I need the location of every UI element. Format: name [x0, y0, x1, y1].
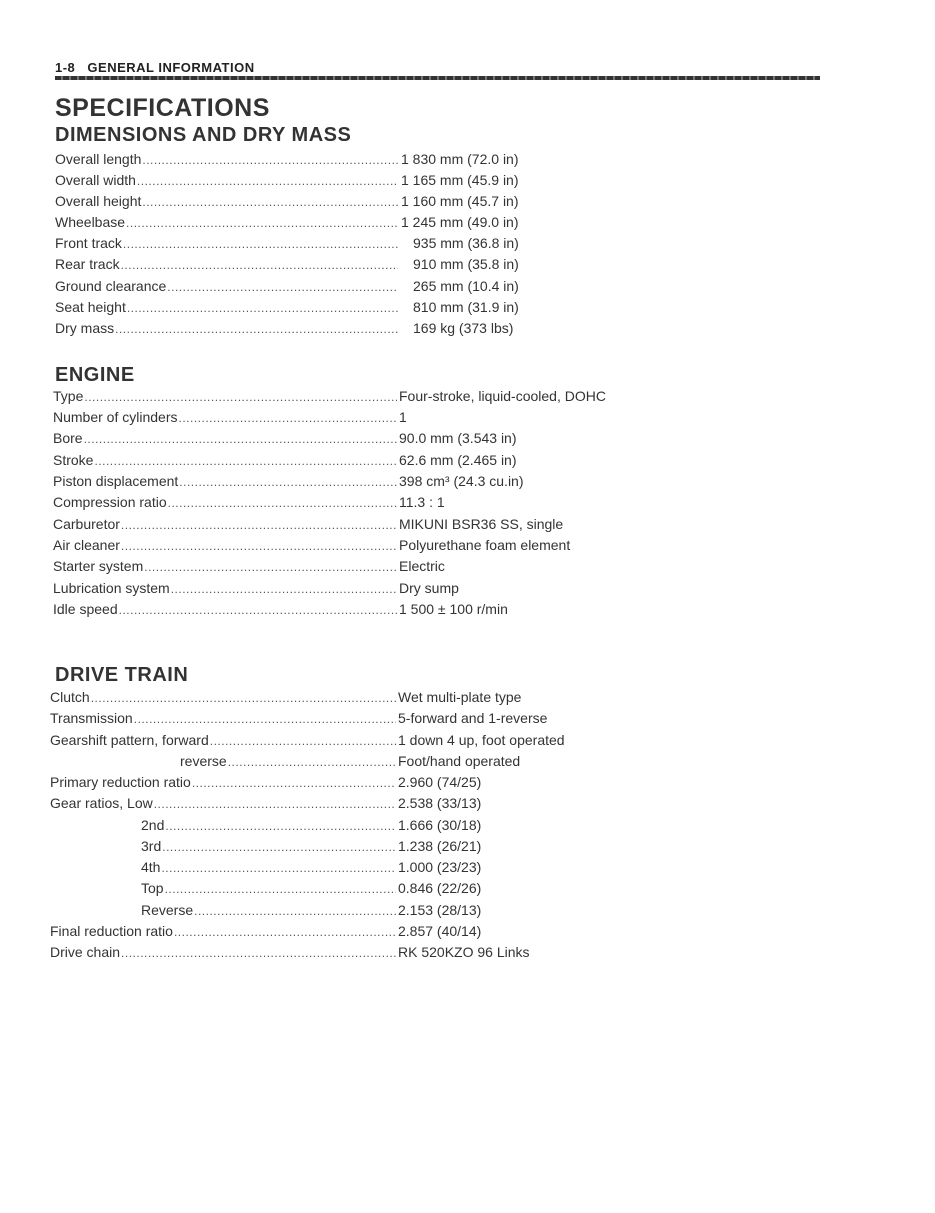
spec-row [53, 494, 398, 514]
spec-value-text: 1 500 ± 100 r/min [399, 601, 508, 617]
spec-value-text: 265 mm (10.4 in) [413, 278, 519, 294]
spec-value [399, 558, 445, 578]
leader-dots [84, 432, 397, 446]
spec-label: Bore [53, 430, 83, 446]
leader-dots [134, 712, 396, 726]
spec-label: Ground clearance [55, 278, 167, 294]
spec-value [398, 795, 481, 815]
spec-row [53, 452, 398, 472]
section-title-engine: ENGINE [55, 364, 135, 386]
spec-row [53, 558, 398, 578]
leader-dots [171, 582, 397, 596]
spec-label: 3rd [141, 838, 162, 854]
spec-row [53, 409, 398, 429]
page-header [55, 60, 255, 75]
leader-dots [142, 153, 398, 167]
spec-value [399, 430, 517, 450]
spec-label: Seat height [55, 299, 126, 315]
spec-label: reverse [180, 753, 227, 769]
spec-label: Final reduction ratio [50, 923, 173, 939]
spec-label: Overall width [55, 172, 136, 188]
spec-value [401, 172, 519, 192]
spec-value [398, 817, 481, 837]
spec-row [53, 430, 398, 450]
spec-value [413, 256, 519, 276]
spec-value [399, 409, 407, 429]
leader-dots [228, 755, 396, 769]
spec-value [399, 494, 445, 514]
spec-value [398, 710, 547, 730]
spec-value [398, 902, 481, 922]
spec-label: Number of cylinders [53, 409, 178, 425]
spec-value [399, 516, 563, 536]
spec-row [55, 320, 399, 340]
leader-dots [168, 496, 397, 510]
spec-row [55, 235, 399, 255]
spec-label: Transmission [50, 710, 133, 726]
spec-value-text: Foot/hand operated [398, 753, 521, 769]
spec-value [399, 601, 508, 621]
spec-value-text: 5-forward and 1-reverse [398, 710, 548, 726]
spec-label: Type [53, 388, 84, 404]
spec-label: Compression ratio [53, 494, 167, 510]
spec-row [50, 732, 397, 752]
leader-dots [210, 734, 396, 748]
spec-row [55, 256, 399, 276]
spec-label: Top [141, 880, 164, 896]
spec-row [141, 902, 397, 922]
spec-value [399, 452, 517, 472]
page-number: 1-8 [55, 60, 76, 75]
spec-value [398, 689, 521, 709]
leader-dots [121, 539, 397, 553]
spec-row [141, 859, 397, 879]
spec-row [50, 689, 397, 709]
spec-value-text: 935 mm (36.8 in) [413, 235, 519, 251]
spec-value-text: Wet multi-plate type [398, 689, 522, 705]
leader-dots [137, 174, 398, 188]
spec-row [53, 537, 398, 557]
spec-row [180, 753, 397, 773]
spec-row [53, 388, 398, 408]
spec-value [413, 320, 513, 340]
spec-value-text: Electric [399, 558, 445, 574]
spec-row [55, 299, 399, 319]
leader-dots [192, 776, 396, 790]
spec-value [413, 278, 519, 298]
leader-dots [121, 518, 397, 532]
leader-dots [115, 322, 398, 336]
spec-row [53, 601, 398, 621]
leader-dots [127, 301, 398, 315]
leader-dots [174, 925, 396, 939]
leader-dots [144, 560, 397, 574]
spec-value-text: 1 down 4 up, foot operated [398, 732, 565, 748]
spec-value-text: 2.857 (40/14) [398, 923, 482, 939]
spec-row [50, 944, 397, 964]
spec-value [398, 732, 565, 752]
spec-label: Gear ratios, Low [50, 795, 153, 811]
spec-value-text: 62.6 mm (2.465 in) [399, 452, 517, 468]
spec-value [401, 214, 519, 234]
spec-value-text: 2.960 (74/25) [398, 774, 482, 790]
spec-label: Stroke [53, 452, 94, 468]
spec-label: 4th [141, 859, 161, 875]
spec-value [398, 944, 530, 964]
spec-label: Air cleaner [53, 537, 120, 553]
spec-row [141, 838, 397, 858]
spec-value-text: 1.000 (23/23) [398, 859, 482, 875]
spec-label: Carburetor [53, 516, 120, 532]
spec-value-text: 0.846 (22/26) [398, 880, 482, 896]
spec-value-text: Dry sump [399, 580, 459, 596]
spec-row [50, 923, 397, 943]
spec-value [413, 299, 519, 319]
spec-value [398, 923, 481, 943]
spec-row [53, 473, 398, 493]
spec-label: Wheelbase [55, 214, 126, 230]
section-title-drive-train: DRIVE TRAIN [55, 664, 189, 686]
spec-row [50, 774, 397, 794]
spec-row [55, 151, 399, 171]
leader-dots [179, 475, 397, 489]
leader-dots [121, 258, 398, 272]
spec-label: Overall height [55, 193, 142, 209]
spec-value [401, 193, 519, 213]
leader-dots [121, 946, 396, 960]
spec-row [141, 880, 397, 900]
leader-dots [167, 280, 398, 294]
spec-row [50, 795, 397, 815]
spec-label: Rear track [55, 256, 120, 272]
leader-dots [119, 603, 397, 617]
spec-label: Primary reduction ratio [50, 774, 191, 790]
spec-label: Front track [55, 235, 122, 251]
spec-value-text: 1 165 mm (45.9 in) [401, 172, 519, 188]
spec-value [399, 580, 459, 600]
spec-value-text: 910 mm (35.8 in) [413, 256, 519, 272]
spec-label: Dry mass [55, 320, 115, 336]
spec-value [398, 838, 481, 858]
spec-value-text: 11.3 : 1 [399, 494, 445, 510]
leader-dots [194, 904, 396, 918]
spec-value-text: 810 mm (31.9 in) [413, 299, 519, 315]
spec-value [398, 859, 481, 879]
spec-label: Drive chain [50, 944, 121, 960]
spec-value-text: 1 [399, 409, 407, 425]
spec-label: Clutch [50, 689, 90, 705]
spec-value [398, 880, 481, 900]
spec-row [55, 193, 399, 213]
spec-value-text: 1 830 mm (72.0 in) [401, 151, 519, 167]
spec-label: Reverse [141, 902, 194, 918]
spec-value [413, 235, 519, 255]
leader-dots [91, 691, 396, 705]
spec-value-text: 169 kg (373 lbs) [413, 320, 514, 336]
spec-row [53, 580, 398, 600]
spec-row [53, 516, 398, 536]
spec-row [50, 710, 397, 730]
spec-label: Idle speed [53, 601, 118, 617]
spec-value [399, 473, 524, 493]
section-title-dimensions: DIMENSIONS AND DRY MASS [55, 124, 352, 146]
spec-value-text: 1 245 mm (49.0 in) [401, 214, 519, 230]
spec-value-text: 1.666 (30/18) [398, 817, 482, 833]
leader-dots [165, 819, 396, 833]
spec-value-text: 1.238 (26/21) [398, 838, 482, 854]
header-section: GENERAL INFORMATION [87, 60, 255, 75]
spec-value-text: Polyurethane foam element [399, 537, 571, 553]
leader-dots [161, 861, 396, 875]
spec-value [399, 388, 606, 408]
spec-value [401, 151, 519, 171]
spec-value-text: RK 520KZO 96 Links [398, 944, 530, 960]
spec-value-text: Four-stroke, liquid-cooled, DOHC [399, 388, 606, 404]
spec-value [398, 753, 520, 773]
spec-label: Gearshift pattern, forward [50, 732, 209, 748]
spec-value-text: 398 cm³ (24.3 cu.in) [399, 473, 524, 489]
spec-value-text: 90.0 mm (3.543 in) [399, 430, 517, 446]
spec-value-text: 2.538 (33/13) [398, 795, 482, 811]
spec-row [141, 817, 397, 837]
spec-value [399, 537, 570, 557]
spec-value-text: MIKUNI BSR36 SS, single [399, 516, 564, 532]
leader-dots [126, 216, 398, 230]
spec-label: Overall length [55, 151, 142, 167]
leader-dots [84, 390, 397, 404]
leader-dots [142, 195, 398, 209]
spec-label: 2nd [141, 817, 165, 833]
spec-label: Starter system [53, 558, 144, 574]
spec-label: Lubrication system [53, 580, 170, 596]
spec-value-text: 2.153 (28/13) [398, 902, 482, 918]
page-title: SPECIFICATIONS [55, 94, 270, 122]
spec-row [55, 214, 399, 234]
spec-row [55, 172, 399, 192]
leader-dots [165, 882, 396, 896]
leader-dots [154, 797, 396, 811]
leader-dots [179, 411, 398, 425]
leader-dots [123, 237, 398, 251]
header-rule [55, 76, 820, 80]
leader-dots [162, 840, 396, 854]
leader-dots [94, 454, 397, 468]
spec-value [398, 774, 481, 794]
spec-row [55, 278, 399, 298]
spec-value-text: 1 160 mm (45.7 in) [401, 193, 519, 209]
spec-label: Piston displacement [53, 473, 179, 489]
